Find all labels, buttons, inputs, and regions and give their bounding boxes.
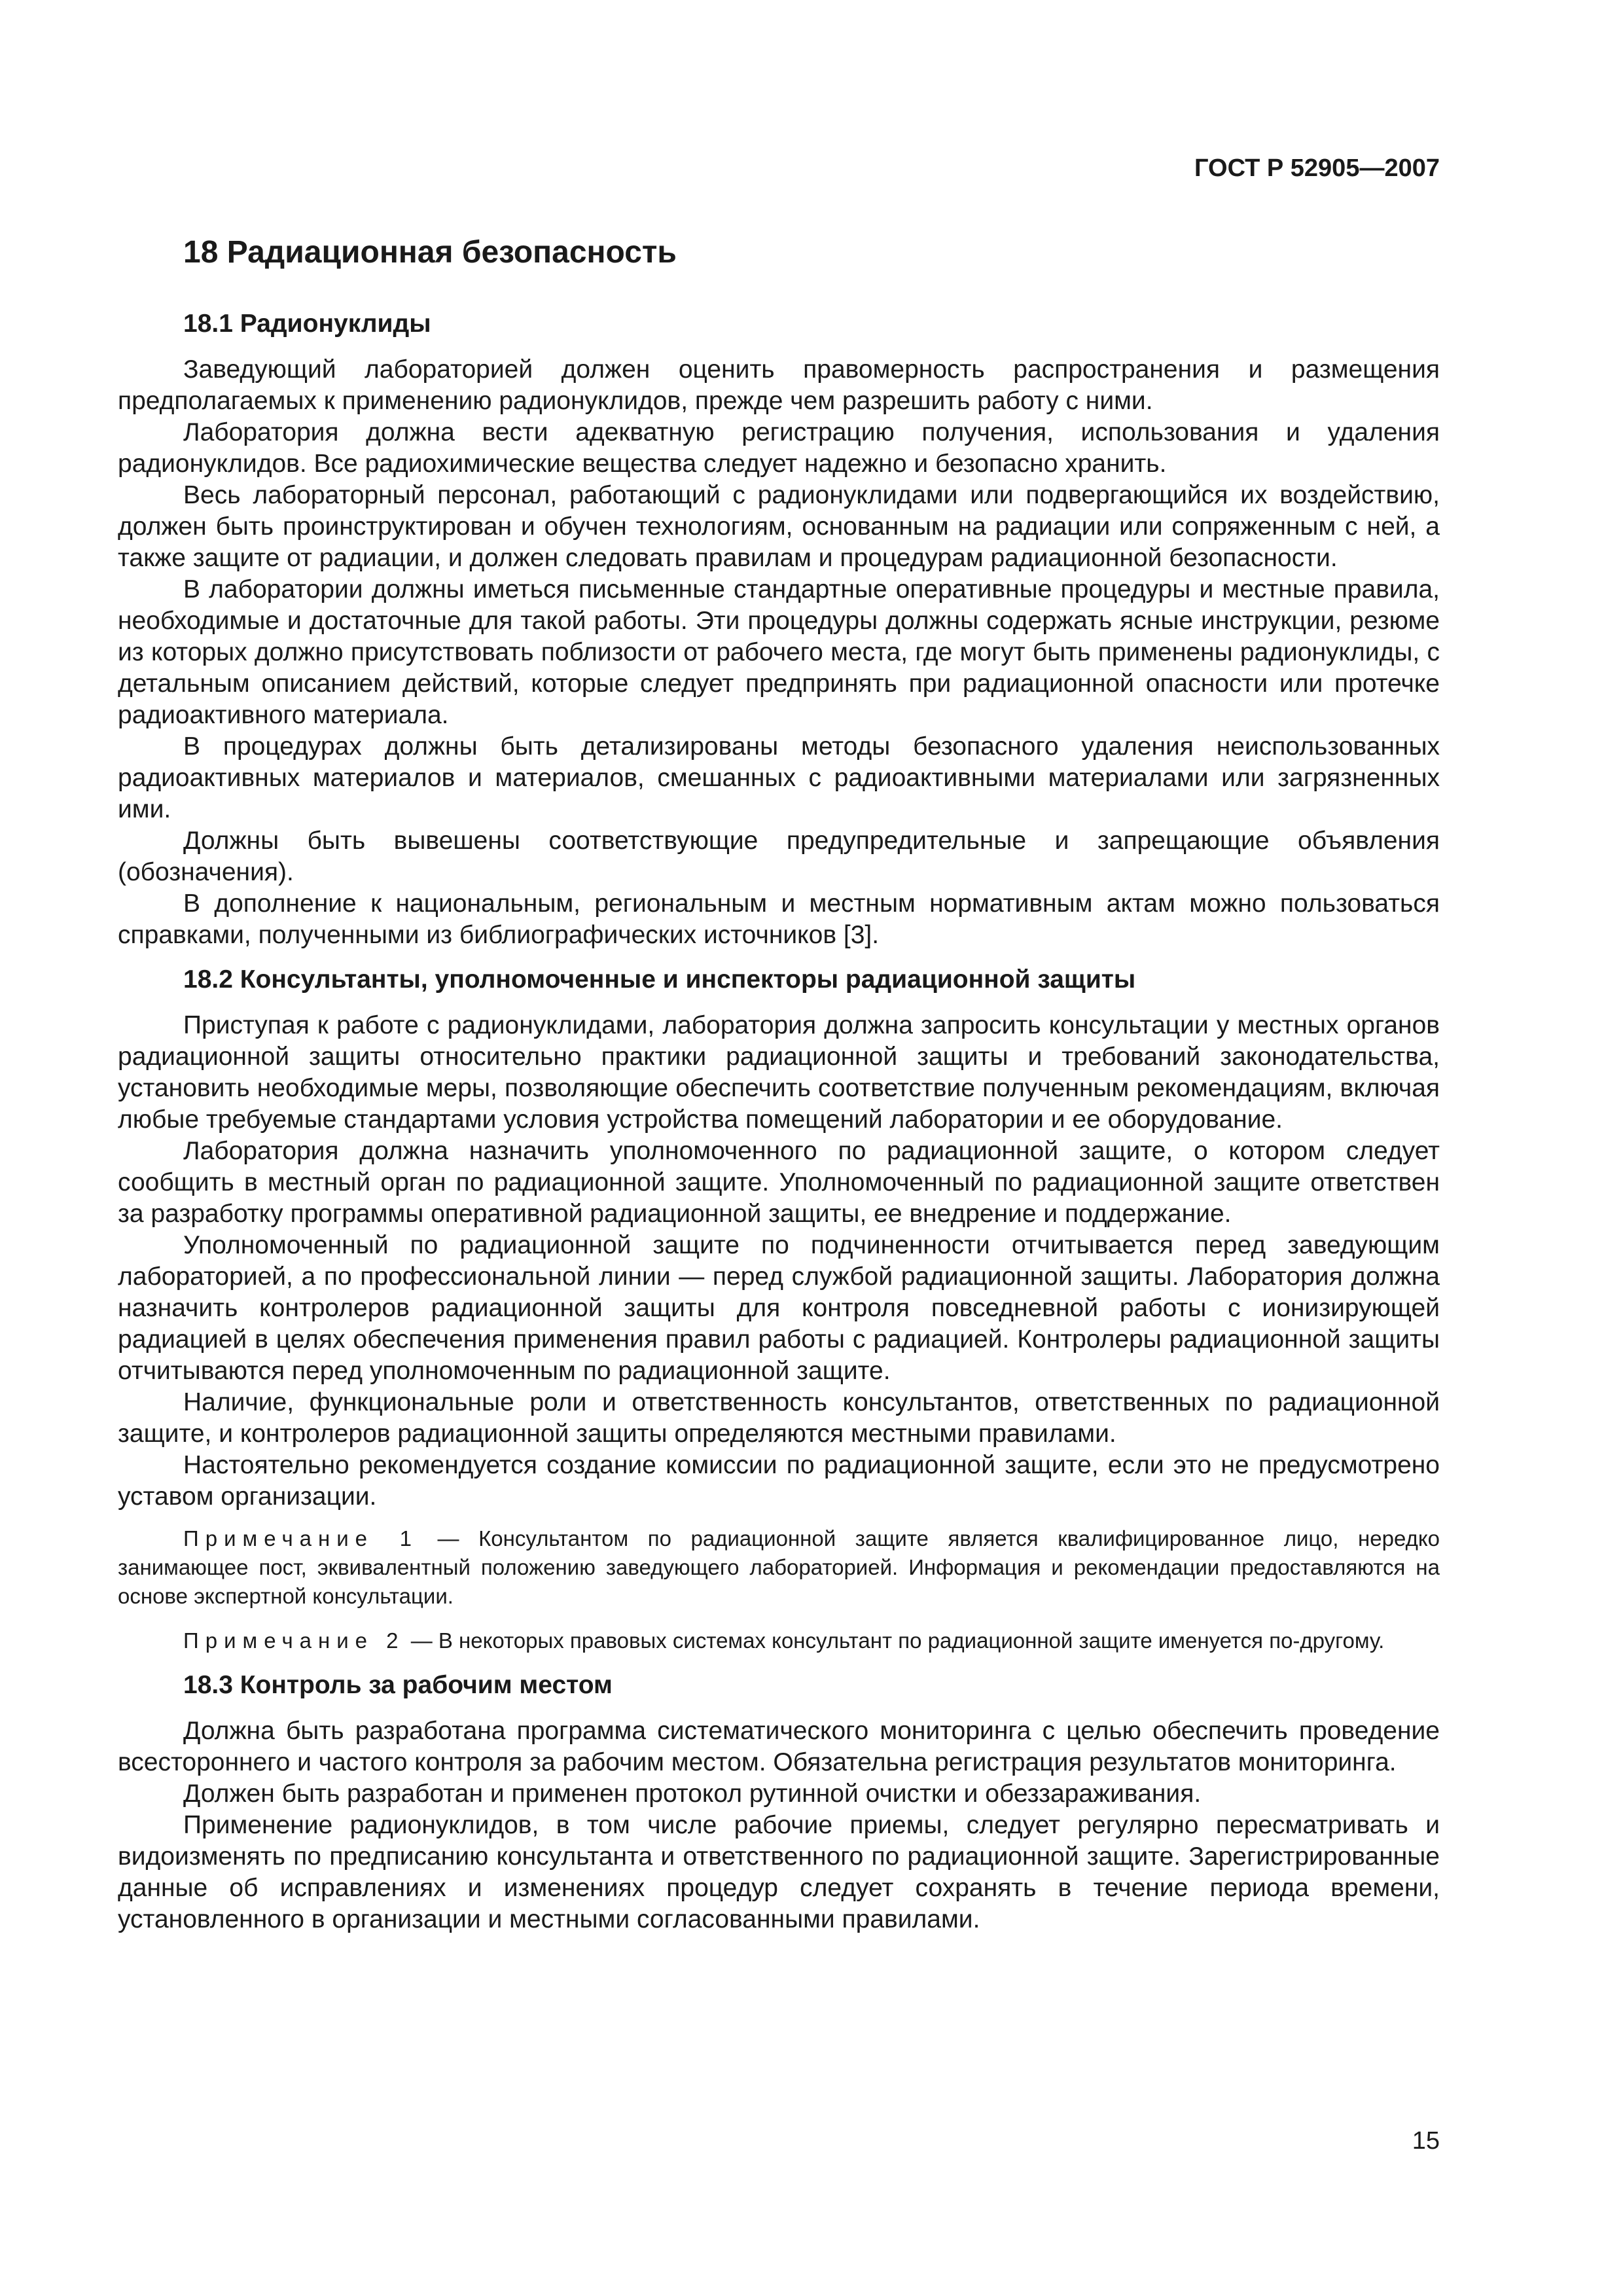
note-2 (118, 1626, 1440, 1655)
note-1 (118, 1524, 1440, 1611)
paragraph: В дополнение к национальным, региональным и местным нормативным актам можно пользоваться справками, полученными из библиографических источников [3]. (118, 889, 1440, 949)
paragraph: Должна быть разработана программа систематического мониторинга с целью обеспечить проведение всестороннего и частого контроля за рабочим местом. Обязательна регистрация результатов мониторинга. (118, 1717, 1440, 1776)
paragraph: В процедурах должны быть детализированы методы безопасного удаления неиспользованных радиоактивных материалов и материалов, смешанных с радиоактивными материалами или загрязненных ими. (118, 732, 1440, 823)
paragraph: Должны быть вывешены соответствующие предупредительные и запрещающие объявления (обозначения). (118, 827, 1440, 886)
subsection-heading-18-1: 18.1 Радионуклиды (183, 310, 431, 338)
page-body (118, 216, 1440, 1935)
subsection-heading-18-3: 18.3 Контроль за рабочим местом (183, 1671, 613, 1699)
paragraph: Применение радионуклидов, в том числе рабочие приемы, следует регулярно пересматривать и видоизменять по предписанию консультанта и ответственного по радиационной защите. Зарегистрированные данные об исправлениях и изменениях процедур следует сохранять в течение периода времени, установленного в организации и местными согласованными правилами. (118, 1811, 1440, 1933)
page-number: 15 (1412, 2127, 1440, 2155)
paragraph: Наличие, функциональные роли и ответственность консультантов, ответственных по радиационной защите, и контролеров радиационной защиты определяются местными правилами. (118, 1388, 1440, 1448)
paragraph: В лаборатории должны иметься письменные стандартные оперативные процедуры и местные правила, необходимые и достаточные для такой работы. Эти процедуры должны содержать ясные инструкции, резюме из которых должно присутствовать поблизости от рабочего места, где могут быть применены радионуклиды, с детальным описанием действий, которые следует предпринять при радиационной опасности или протечке радиоактивного материала. (118, 575, 1440, 729)
note-text: — В некоторых правовых системах консультант по радиационной защите именуется по-другому. (404, 1628, 1385, 1653)
note-text: — Консультантом по радиационной защите является квалифицированное лицо, нередко занимающее пост, эквивалентный положению заведующего лабораторией. Информация и рекомендации предоставляются на основе экспертной консультации. (118, 1526, 1440, 1608)
document-id: ГОСТ Р 52905—2007 (1194, 154, 1440, 182)
paragraph: Лаборатория должна вести адекватную регистрацию получения, использования и удаления радионуклидов. Все радиохимические вещества следует надежно и безопасно хранить. (118, 418, 1440, 478)
paragraph: Уполномоченный по радиационной защите по подчиненности отчитывается перед заведующим лабораторией, а по профессиональной линии — перед службой радиационной защиты. Лаборатория должна назначить контролеров радиационной защиты для контроля повседневной работы с ионизирующей радиацией в целях обеспечения применения правил работы с радиацией. Контролеры радиационной защиты отчитываются перед уполномоченным по радиационной защите. (118, 1231, 1440, 1385)
subsection-heading-18-2: 18.2 Консультанты, уполномоченные и инспекторы радиационной защиты (183, 965, 1136, 994)
paragraph: Лаборатория должна назначить уполномоченного по радиационной защите, о котором следует сообщить в местный орган по радиационной защите. Уполномоченный по радиационной защите ответствен за разработку программы оперативной радиационной защиты, ее внедрение и поддержание. (118, 1137, 1440, 1228)
section-title: 18 Радиационная безопасность (183, 235, 677, 270)
note-label: Примечание 1 (183, 1526, 418, 1551)
paragraph: Весь лабораторный персонал, работающий с радионуклидами или подвергающийся их воздействию, должен быть проинструктирован и обучен технологиям, основанным на радиации или сопряженным с ней, а также защите от радиации, и должен следовать правилам и процедурам радиационной безопасности. (118, 481, 1440, 572)
paragraph: Должен быть разработан и применен протокол рутинной очистки и обеззараживания. (183, 1780, 1202, 1808)
paragraph: Настоятельно рекомендуется создание комиссии по радиационной защите, если это не предусмотрено уставом организации. (118, 1451, 1440, 1511)
paragraph: Приступая к работе с радионуклидами, лаборатория должна запросить консультации у местных органов радиационной защиты относительно практики радиационной защиты и требований законодательства, установить необходимые меры, позволяющие обеспечить соответствие полученным рекомендациям, включая любые требуемые стандартами условия устройства помещений лаборатории и ее оборудование. (118, 1011, 1440, 1134)
note-label: Примечание 2 (183, 1628, 405, 1653)
paragraph: Заведующий лабораторией должен оценить правомерность распространения и размещения предполагаемых к применению радионуклидов, прежде чем разрешить работу с ними. (118, 355, 1440, 415)
